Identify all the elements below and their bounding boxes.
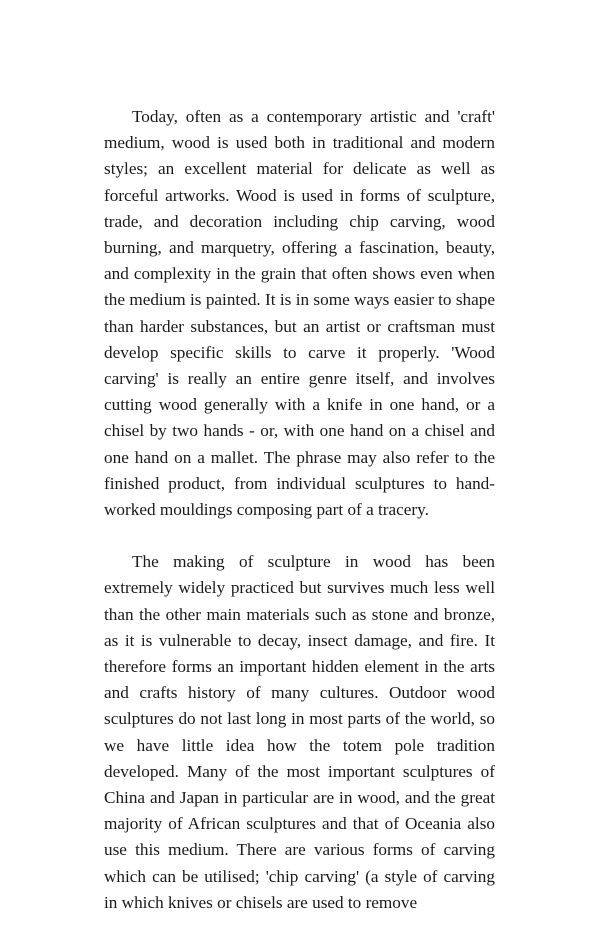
paragraph-2: The making of sculpture in wood has been extremely widely practiced but survives much less well than the other main materials such as stone and bronze, as it is vulnerable to decay, insect damage, and fire. It therefore forms an important hidden element in the arts and crafts history of many cultures. Outdoor wood sculptures do not last long in most parts of the world, so we have little idea how the totem pole tradition developed. Many of the most important sculptures of China and Japan in particular are in wood, and the great majority of African sculptures and that of Oceania also use this medium. There are various forms of carving which can be utilised; 'chip carving' (a style of carving in which knives or chisels are used to remove [104, 552, 495, 912]
page-body [104, 104, 495, 916]
paragraph-1: Today, often as a contemporary artistic and 'craft' medium, wood is used both in traditional and modern styles; an excellent material for delicate as well as forceful artworks. Wood is used in forms of sculpture, trade, and decoration including chip carving, wood burning, and marquetry, offering a fascination, beauty, and complexity in the grain that often shows even when the medium is painted. It is in some ways easier to shape than harder substances, but an artist or craftsman must develop specific skills to carve it properly. 'Wood carving' is really an entire genre itself, and involves cutting wood generally with a knife in one hand, or a chisel by two hands - or, with one hand on a chisel and one hand on a mallet. The phrase may also refer to the finished product, from individual sculptures to hand-worked mouldings composing part of a tracery. [104, 107, 495, 520]
